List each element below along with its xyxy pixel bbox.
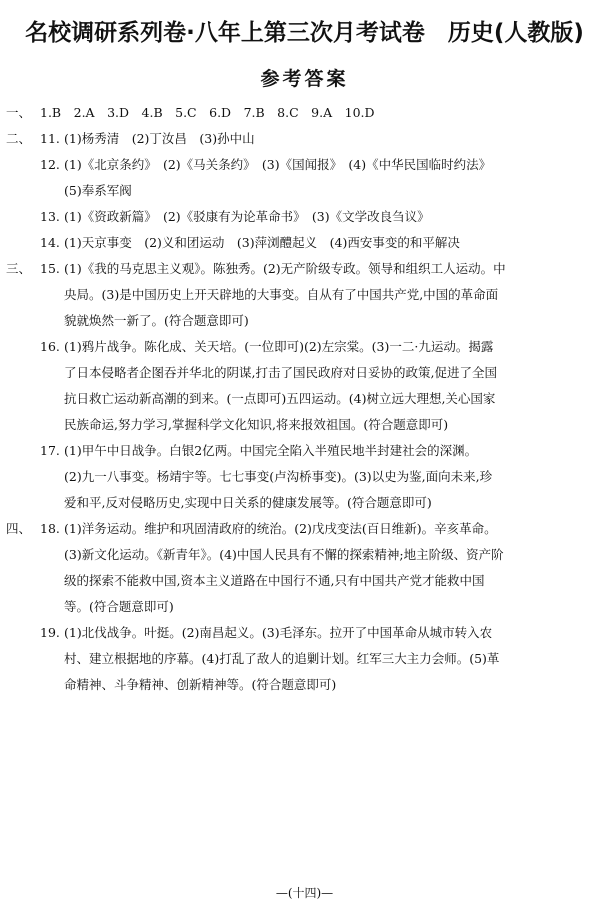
answer-line: [6, 412, 600, 438]
answer-text: (1)《资政新篇》 (2)《驳康有为论革命书》 (3)《文学改良刍议》: [64, 209, 430, 224]
answer-line: [6, 594, 600, 620]
answer-text: 抗日救亡运动新高潮的到来。(一点即可)五四运动。(4)树立远大理想,关心国家: [64, 391, 496, 406]
answer-block: [6, 438, 600, 516]
question-number: 15.: [40, 261, 60, 276]
question-number: 16.: [40, 339, 60, 354]
answer-block: [6, 256, 600, 334]
answer-text: (3)新文化运动。《新青年》。(4)中国人民具有不懈的探索精神;地主阶级、资产阶: [64, 547, 504, 562]
indent-spacer: [6, 464, 64, 490]
answer-line: [6, 490, 600, 516]
question-number: 13.: [40, 209, 60, 224]
answer-block: [6, 334, 600, 438]
answer-line: [6, 126, 600, 152]
section-marker: 三、: [6, 261, 32, 276]
answer-key-heading: 参考答案: [260, 68, 349, 90]
answer-line: [6, 230, 600, 256]
section-marker: [6, 620, 40, 646]
indent-spacer: [6, 646, 64, 672]
answer-block: [6, 100, 600, 126]
indent-spacer: [6, 568, 64, 594]
answer-block: [6, 620, 600, 698]
question-number: 14.: [40, 235, 60, 250]
indent-spacer: [6, 542, 64, 568]
answer-line: [6, 152, 600, 178]
answer-text: 爱和平,反对侵略历史,实现中日关系的健康发展等。(符合题意即可): [64, 495, 432, 510]
answer-text: (5)奉系军阀: [64, 183, 132, 198]
answer-line: [6, 516, 600, 542]
indent-spacer: [6, 490, 64, 516]
section-marker: [6, 152, 40, 178]
section-marker: [6, 230, 40, 256]
answer-line: [6, 308, 600, 334]
answer-text: 命精神、斗争精神、创新精神等。(符合题意即可): [64, 677, 337, 692]
answer-block: [6, 230, 600, 256]
indent-spacer: [6, 282, 64, 308]
question-number: 17.: [40, 443, 60, 458]
answer-text: 级的探索不能救中国,资本主义道路在中国行不通,只有中国共产党才能救中国: [64, 573, 485, 588]
indent-spacer: [6, 594, 64, 620]
answer-line: [6, 360, 600, 386]
section-marker: [6, 204, 40, 230]
section-marker: 一、: [6, 105, 32, 120]
answer-block: [6, 126, 600, 152]
question-number: 19.: [40, 625, 60, 640]
answer-text: (1)北伐战争。叶挺。(2)南昌起义。(3)毛泽东。拉开了中国革命从城市转入农: [64, 625, 493, 640]
indent-spacer: [6, 672, 64, 698]
answer-line: [6, 542, 600, 568]
section-marker: [6, 438, 40, 464]
answer-line: [6, 568, 600, 594]
answer-line: [6, 100, 600, 126]
answer-line: [6, 178, 600, 204]
indent-spacer: [6, 412, 64, 438]
section-marker: 二、: [6, 131, 32, 146]
indent-spacer: [6, 308, 64, 334]
answer-text: (1)《我的马克思主义观》。陈独秀。(2)无产阶级专政。领导和组织工人运动。中: [64, 261, 506, 276]
answer-text: 了日本侵略者企图吞并华北的阴谋,打击了国民政府对日妥协的政策,促进了全国: [64, 365, 497, 380]
answer-text: 民族命运,努力学习,掌握科学文化知识,将来报效祖国。(符合题意即可): [64, 417, 449, 432]
section-marker: 四、: [6, 521, 32, 536]
indent-spacer: [6, 360, 64, 386]
question-number: 18.: [40, 521, 60, 536]
answer-block: [6, 152, 600, 204]
answer-text: (1)天京事变 (2)义和团运动 (3)萍浏醴起义 (4)西安事变的和平解决: [64, 235, 460, 250]
answer-text: 等。(符合题意即可): [64, 599, 174, 614]
page-number: —(十四)—: [275, 886, 334, 900]
answer-text: 村、建立根据地的序幕。(4)打乱了敌人的追剿计划。红军三大主力会师。(5)革: [64, 651, 500, 666]
question-number: 12.: [40, 157, 60, 172]
answer-line: [6, 256, 600, 282]
indent-spacer: [6, 178, 64, 204]
answer-text: (2)九一八事变。杨靖宇等。七七事变(卢沟桥事变)。(3)以史为鉴,面向未来,珍: [64, 469, 493, 484]
answer-block: [6, 516, 600, 620]
answer-line: [6, 464, 600, 490]
answer-text: 貌就焕然一新了。(符合题意即可): [64, 313, 249, 328]
answer-content: [6, 100, 600, 698]
answer-line: [6, 646, 600, 672]
answer-line: [6, 282, 600, 308]
answer-line: [6, 204, 600, 230]
answer-text: (1)甲午中日战争。白银2亿两。中国完全陷入半殖民地半封建社会的深渊。: [64, 443, 478, 458]
section-marker: [6, 334, 40, 360]
answer-line: [6, 672, 600, 698]
answer-block: [6, 204, 600, 230]
document-title: 名校调研系列卷·八年上第三次月考试卷 历史(人教版): [25, 20, 584, 46]
answer-line: [6, 620, 600, 646]
answer-line: [6, 386, 600, 412]
answer-text: (1)杨秀清 (2)丁汝昌 (3)孙中山: [64, 131, 255, 146]
answer-text: (1)洋务运动。维护和巩固清政府的统治。(2)戊戌变法(百日维新)。辛亥革命。: [64, 521, 497, 536]
answer-text: 央局。(3)是中国历史上开天辟地的大事变。自从有了中国共产党,中国的革命面: [64, 287, 499, 302]
answer-text: (1)《北京条约》 (2)《马关条约》 (3)《国闻报》 (4)《中华民国临时约法》: [64, 157, 492, 172]
answer-line: [6, 334, 600, 360]
indent-spacer: [6, 386, 64, 412]
question-number: 11.: [40, 131, 60, 146]
answer-text: (1)鸦片战争。陈化成、关天培。(一位即可)(2)左宗棠。(3)一二·九运动。揭露: [64, 339, 494, 354]
question-number: 1.B 2.A 3.D 4.B 5.C 6.D 7.B 8.C 9.A 10.D: [40, 105, 375, 120]
answer-line: [6, 438, 600, 464]
